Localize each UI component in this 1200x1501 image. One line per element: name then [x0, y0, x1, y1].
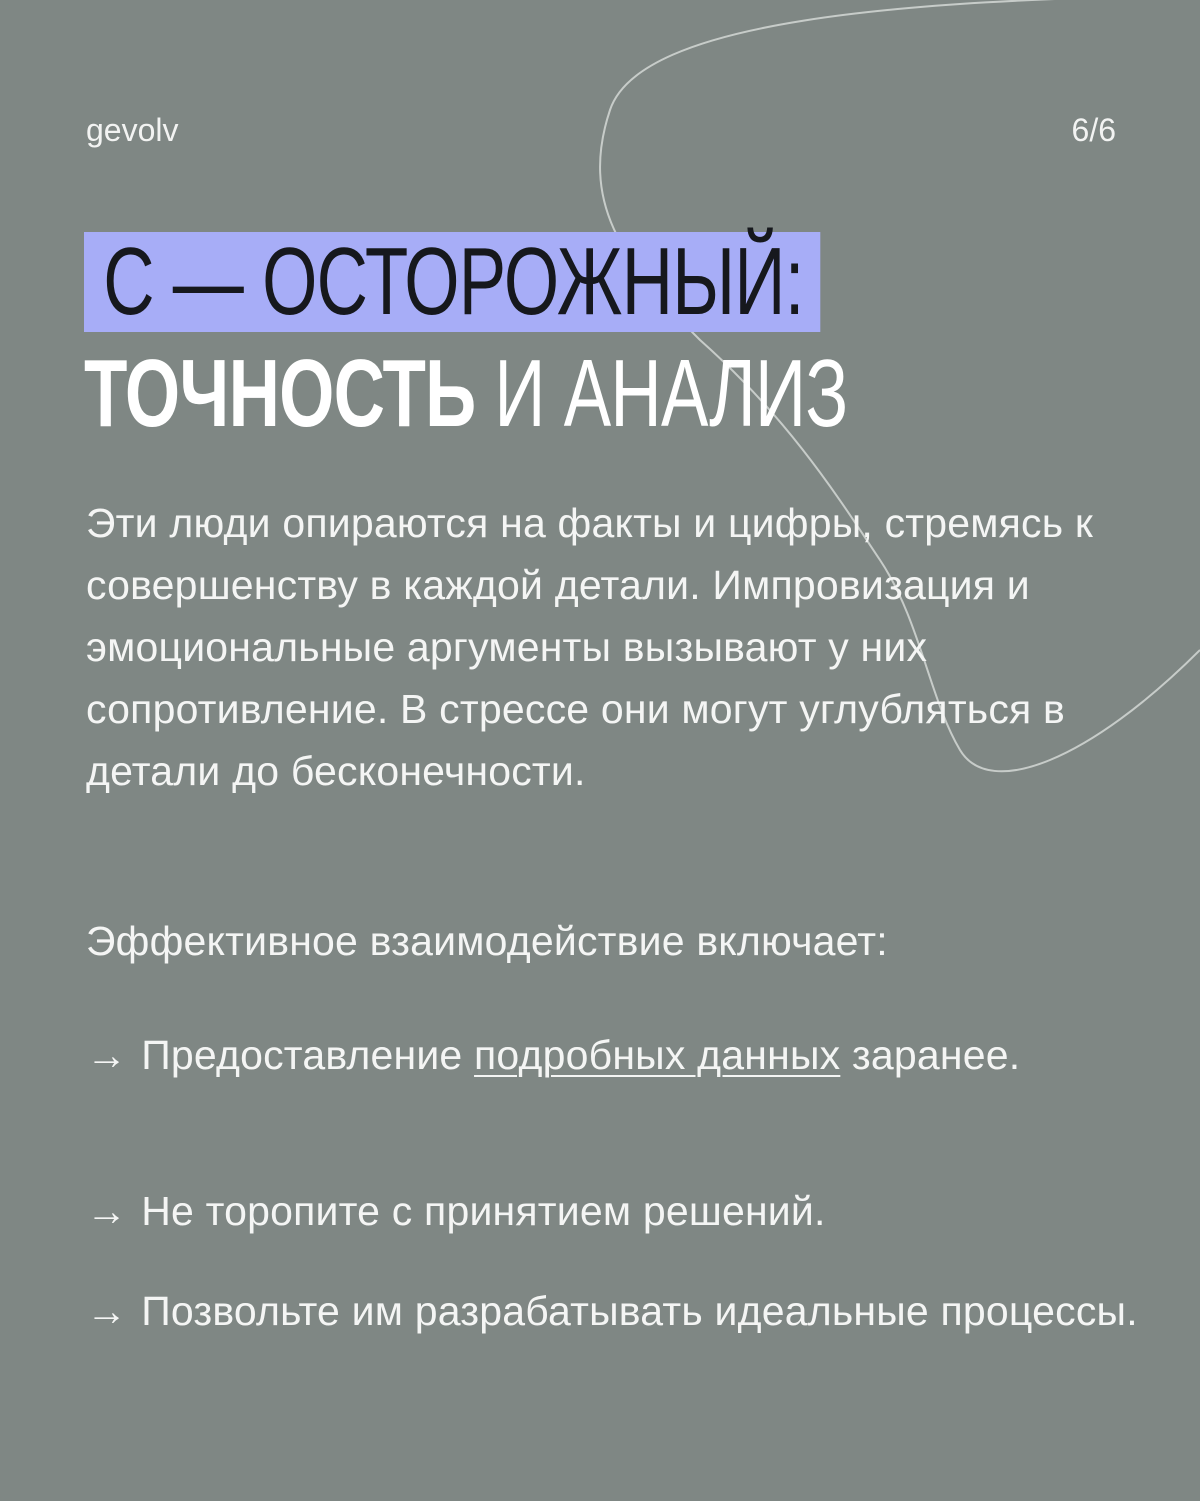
underlined-phrase: подробных данных: [474, 1032, 841, 1078]
arrow-right-icon: →: [86, 1288, 128, 1334]
list-item-text: Не торопите с принятием решений.: [141, 1188, 826, 1234]
arrow-right-icon: →: [86, 1188, 128, 1234]
list-item: [86, 1024, 1146, 1086]
list-item-text: Позвольте им разрабатывать идеальные процессы.: [141, 1288, 1138, 1334]
title-second-line: [84, 338, 848, 450]
title-rest: И АНАЛИЗ: [475, 340, 848, 447]
intro-text: Эффективное взаимодействие включает:: [86, 918, 888, 964]
page-counter: 6/6: [1071, 112, 1116, 148]
list-item: [86, 1280, 1146, 1342]
brand-name: gevolv: [86, 112, 179, 148]
title-highlighted-line: С — ОСТОРОЖНЫЙ:: [84, 232, 820, 332]
title-bold-word: ТОЧНОСТЬ: [84, 340, 476, 447]
arrow-right-icon: →: [86, 1032, 128, 1078]
page-title: [84, 226, 848, 450]
description-paragraph: Эти люди опираются на факты и цифры, стремясь к совершенству в каждой детали. Импровизация и эмоциональные аргументы вызывают у них сопротивление. В стрессе они могут углубляться в детали до бесконечности.: [86, 500, 1094, 794]
list-item-text-end: заранее.: [840, 1032, 1021, 1078]
list-item-text: Предоставление: [141, 1032, 475, 1078]
list-item: [86, 1180, 1146, 1242]
